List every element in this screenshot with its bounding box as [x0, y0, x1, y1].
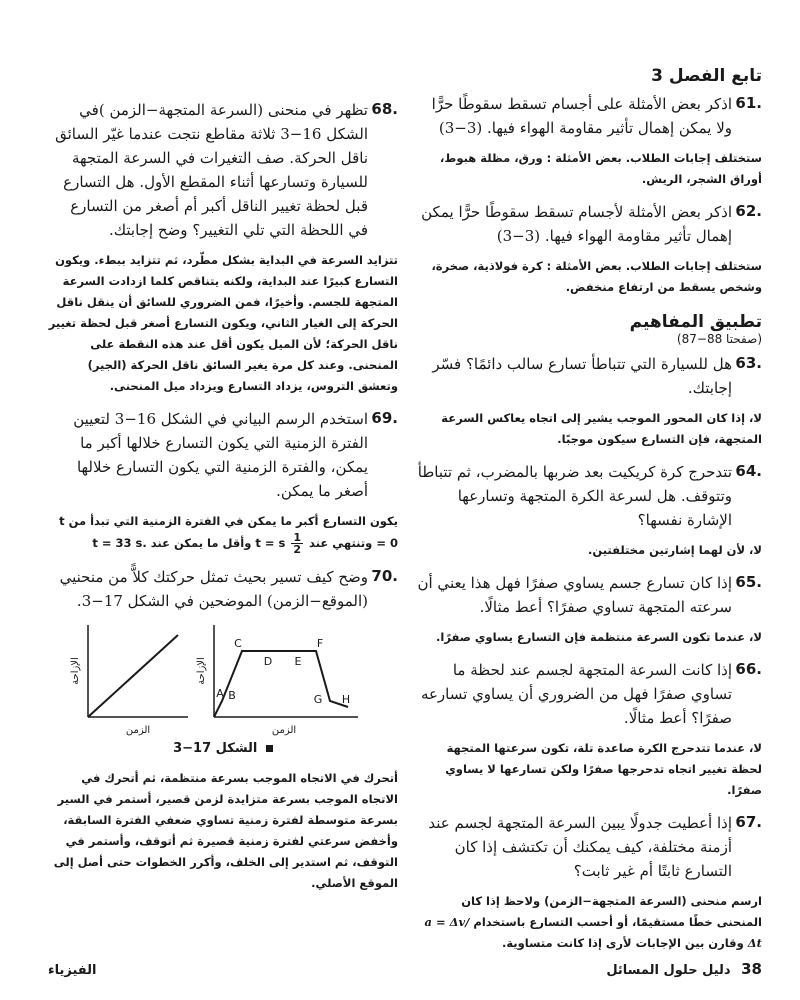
section-pages: (صفحتا 88−87) — [676, 332, 762, 346]
answer-69: يكون التسارع أكبر ما يمكن في الفترة الزمنية التي تبدأ من t = 0 وتنتهي عند $\frac{1}{2}$ t = s وأقل ما يمكن عند t = 33 s. — [59, 514, 398, 556]
question-63: .63 هل للسيارة التي تتباطأ تسارع سالب دائمًا؟ فسّر إجابتك. — [432, 354, 762, 397]
figure-caption: الشكل 17−3 — [48, 741, 398, 756]
answer-63: لا، إذا كان المحور الموجب يشير إلى اتجاه يعاكس السرعة المتجهة، فإن التسارع سيكون موجبًا. — [441, 411, 762, 446]
question-65: .65 إذا كان تسارع جسم يساوي صفرًا فهل هذا يعني أن سرعته المتجهة تساوي صفرًا؟ أعط مثالًا. — [417, 573, 762, 616]
left-column — [48, 66, 398, 904]
y-axis-label-left: الإزاحة — [70, 657, 81, 685]
book-title: دليل حلول المسائل — [606, 963, 731, 978]
question-62: .62 اذكر بعض الأمثلة لأجسام تسقط سقوطًا حرًّا يمكن إهمال تأثير مقاومة الهواء فيها. (3−3) — [421, 202, 762, 245]
footer-left — [48, 963, 97, 978]
point-d: D — [263, 655, 273, 668]
answer-67: ارسم منحنى (السرعة المتجهة−الزمن) ولاحظ إذا كان المنحنى خطًا مستقيمًا، أو أحسب التسارع باستخدام a = Δv/Δt وقارن بين الإجابات لأرى إذا كانت متساوية. — [424, 894, 762, 950]
point-b: B — [228, 689, 236, 702]
point-c: C — [234, 637, 242, 650]
graph-straight-line — [88, 625, 188, 717]
question-68: .68 تظهر في منحنى (السرعة المتجهة−الزمن )في الشكل 16−3 ثلاثة مقاطع نتجت عندما غيّر السائق ناقل الحركة. صف التغيرات في السرعة المتجهة للسيارة وتسارعها أثناء المقطع الأول. هل التسارع قبل لحظة تغيير الناقل أكبر أم أصغر من التسارع في اللحظة التي تلي التغيير؟ وضح إجابتك. — [55, 100, 398, 239]
question-69: .69 استخدم الرسم البياني في الشكل 16−3 لتعيين الفترة الزمنية التي يكون التسارع خلالها أكبر ما يمكن، والفترة الزمنية التي يكون التسارع خلالها أصغر ما يمكن. — [73, 409, 398, 500]
y-axis-label-right: الإزاحة — [196, 657, 207, 685]
subject: الفيزياء — [48, 963, 97, 978]
question-64: .64 تتدحرج كرة كريكيت بعد ضربها بالمضرب، ثم تتباطأ وتتوقف. هل لسرعة الكرة المتجهة وتسارعها الإشارة نفسها؟ — [417, 462, 762, 529]
answer-64: لا، لأن لهما إشارتين مختلفتين. — [588, 543, 762, 557]
answer-62: ستختلف إجابات الطلاب. بعض الأمثلة : كرة فولاذية، صخرة، وشخص يسقط من ارتفاع منخفض. — [431, 259, 762, 294]
point-f: F — [316, 637, 324, 650]
point-h: H — [341, 693, 351, 706]
x-axis-label-right: الزمن — [271, 725, 297, 736]
position-time-graphs — [48, 621, 398, 737]
answer-70: أتحرك في الاتجاه الموجب بسرعة منتظمة، ثم أتحرك في الاتجاه الموجب بسرعة متزايدة لزمن قصير، أستمر في السير بسرعة متوسطة لفترة زمنية تساوي ضعفي الفترة السابقة، وأخفض سرعتي لفترة زمنية قصيرة ثم أتوقف، وأستمر في التوقف، ثم استدير إلى الخلف، وأكرر الخطوات حتى أصل إلى الموقع الأصلي. — [53, 771, 398, 890]
answer-65: لا، عندما تكون السرعة منتظمة فإن التسارع يساوي صفرًا. — [436, 630, 762, 644]
question-66: .66 إذا كانت السرعة المتجهة لجسم عند لحظة ما تساوي صفرًا فهل من الضروري أن يساوي تسارعه صفرًا؟ أعط مثالًا. — [420, 660, 762, 727]
answer-68: تتزايد السرعة في البداية بشكل مطّرد، ثم تتزايد ببطء. ويكون التسارع كبيرًا عند البداية، ولكنه يتناقص كلما ازدادت السرعة المتجهة للجسم. وأخيرًا، فمن الضروري للسائق أن ينقل ناقل الحركة إلى الغيار الثاني، ويكون التسارع أصغر قبل لحظة تغيير ناقل الحركة؛ لأن الميل يكون أقل عند هذه النقطة على المنحنى. وعند كل مرة يغير السائق ناقل الحركة (الجير) وتعشق التروس، يزداد التسارع ويزداد ميل المنحنى. — [48, 253, 398, 393]
point-g: G — [313, 693, 323, 706]
footer-right — [606, 960, 762, 978]
point-e: E — [294, 655, 302, 668]
point-a: A — [216, 687, 224, 700]
question-70: .70 وضح كيف تسير بحيث تمثل حركتك كلاًّ من منحنيي (الموقع−الزمن) الموضحين في الشكل 17−3. — [59, 567, 398, 610]
answer-66: لا، عندما تتدحرج الكرة صاعدة تلة، تكون سرعتها المتجهة لحظة تغيير اتجاه تدحرجها صفرًا ولكن تسارعها لا يساوي صفرًا. — [445, 741, 762, 797]
chapter-title: تابع الفصل 3 — [651, 66, 762, 86]
question-67: .67 إذا أعطيت جدولًا يبين السرعة المتجهة لجسم عند أزمنة مختلفة، كيف يمكنك أن تكتشف إذا كان التسارع ثابتًا أم غير ثابت؟ — [428, 813, 762, 880]
fraction: $\frac{1}{2}$ — [293, 531, 302, 556]
caption-square-icon — [266, 745, 273, 752]
formula: a = Δv/Δt — [424, 915, 762, 950]
figure-17-3 — [48, 621, 398, 737]
graph-point-labels — [216, 637, 350, 706]
answer-61: ستختلف إجابات الطلاب. بعض الأمثلة : ورق، مظلة هبوط، أوراق الشجر، الريش. — [440, 151, 762, 186]
x-axis-label-left: الزمن — [125, 725, 151, 736]
right-column — [412, 66, 762, 964]
page-number: 38 — [741, 960, 762, 978]
question-61: .61 اذكر بعض الأمثلة على أجسام تسقط سقوطًا حرًّا ولا يمكن إهمال تأثير مقاومة الهواء فيها. (3−3) — [431, 94, 762, 137]
section-title: تطبيق المفاهيم — [629, 312, 762, 332]
